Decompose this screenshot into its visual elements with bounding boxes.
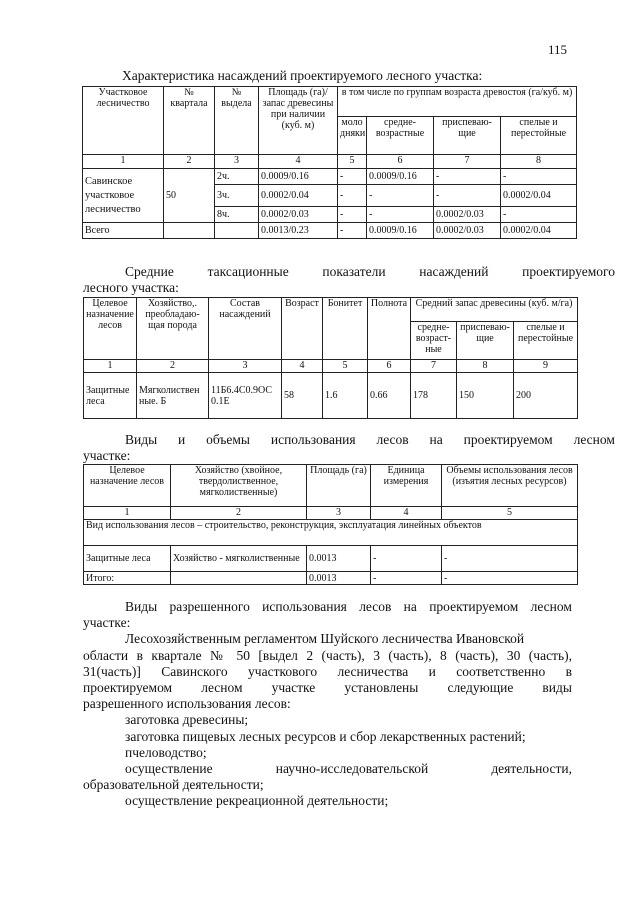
heading-word: Виды <box>125 432 158 447</box>
t1-middle: - <box>367 185 434 207</box>
t2-header-purpose: Целевое назначение лесов <box>84 298 137 360</box>
t3-header-volume: Объемы использования лесов (изъятия лесных ресурсов) <box>442 465 578 507</box>
list-item: осуществление рекреационной деятельности; <box>125 793 389 809</box>
text-word: следующие <box>447 680 514 696</box>
t1-colnum: 5 <box>338 155 367 169</box>
heading-word: и <box>178 432 186 447</box>
list-item: заготовка пищевых лесных ресурсов и сбор лекарственных растений; <box>125 728 526 744</box>
t1-header-kvartal: № квартала <box>164 87 215 155</box>
text-word: проектируемом <box>83 680 173 696</box>
t1-vydel: 3ч. <box>215 185 259 207</box>
t3-unit: - <box>371 546 442 572</box>
heading-word: проектируемого <box>522 264 615 279</box>
t2-colnum: 4 <box>282 360 323 373</box>
t1-kvartal: 50 <box>164 169 215 223</box>
t2-header-farm: Хозяйство,. преобладаю-щая порода <box>137 298 209 360</box>
t1-middle: 0.0009/0.16 <box>367 169 434 185</box>
t2-pre: 150 <box>457 373 514 419</box>
t2-colnum: 5 <box>323 360 368 373</box>
t1-pre: 0.0002/0.03 <box>434 207 501 223</box>
t1-header-age-groups: в том числе по группам возраста древостоя (га/куб. м) <box>338 87 577 117</box>
t2-colnum: 7 <box>411 360 457 373</box>
t2-header-middle: средне-возраст-ные <box>411 322 457 360</box>
t3-colnum: 1 <box>84 507 171 520</box>
t2-colnum: 3 <box>209 360 282 373</box>
text-word: проектируемом <box>429 599 519 614</box>
t1-area: 0.0002/0.03 <box>259 207 338 223</box>
heading-word: проектируемом <box>463 432 553 447</box>
t1-colnum: 1 <box>83 155 164 169</box>
table2-heading <box>83 264 615 296</box>
t1-colnum: 6 <box>367 155 434 169</box>
heading-word: использования <box>270 432 356 447</box>
table1 <box>82 86 577 239</box>
heading-word: таксационные <box>207 264 289 279</box>
t1-total-middle: 0.0009/0.16 <box>367 223 434 239</box>
list-item: заготовка древесины; <box>125 712 249 728</box>
t2-header-mature: спелые и перестойные <box>514 322 578 360</box>
body-text <box>83 599 572 810</box>
text-word: участке <box>271 680 316 696</box>
heading-word: объемы <box>206 432 250 447</box>
t2-farm: Мягколиствен ные. Б <box>137 373 209 419</box>
text-line: 31(часть)] Савинского участкового лесничества и соответственно в <box>83 663 572 679</box>
heading-line2: участке: <box>83 448 131 463</box>
text-word: разрешенного <box>169 599 250 614</box>
heading-word: показатели <box>322 264 386 279</box>
t2-colnum: 6 <box>368 360 411 373</box>
t3-colnum: 4 <box>371 507 442 520</box>
t2-purpose: Защитные леса <box>84 373 137 419</box>
t2-colnum: 2 <box>137 360 209 373</box>
table1-title: Характеристика насаждений проектируемого лесного участка: <box>122 68 483 83</box>
heading-line2: лесного участка: <box>83 280 179 295</box>
t2-middle: 178 <box>411 373 457 419</box>
text-word: осуществление <box>125 761 213 777</box>
table3-heading <box>83 432 615 464</box>
t1-total-mature: 0.0002/0.04 <box>501 223 577 239</box>
t1-area: 0.0009/0.16 <box>259 169 338 185</box>
t1-total-empty <box>215 223 259 239</box>
t1-header-mature: спелые и перестойные <box>501 117 577 155</box>
t1-young: - <box>338 185 367 207</box>
t2-header-stock: Средний запас древесины (куб. м/га) <box>411 298 578 322</box>
t3-area: 0.0013 <box>307 546 371 572</box>
t1-middle: - <box>367 207 434 223</box>
t1-header-middle: средне-возрастные <box>367 117 434 155</box>
t3-header-purpose: Целевое назначение лесов <box>84 465 171 507</box>
t1-total-young: - <box>338 223 367 239</box>
text-heading-line1 <box>83 599 572 615</box>
t2-colnum: 1 <box>84 360 137 373</box>
heading-word: лесов <box>376 432 409 447</box>
t3-header-unit: Единица измерения <box>371 465 442 507</box>
heading-word: лесном <box>573 432 615 447</box>
t2-mature: 200 <box>514 373 578 419</box>
text-word: лесном <box>530 599 572 614</box>
t3-colnum: 2 <box>171 507 307 520</box>
t1-vydel: 8ч. <box>215 207 259 223</box>
t3-total-volume: - <box>442 572 578 585</box>
text-line: разрешенного использования лесов: <box>83 696 291 712</box>
t2-header-pre: приспеваю-щие <box>457 322 514 360</box>
t1-pre: - <box>434 169 501 185</box>
t2-header-density: Полнота <box>368 298 411 360</box>
t1-mature: 0.0002/0.04 <box>501 185 577 207</box>
t1-young: - <box>338 207 367 223</box>
t3-header-farm: Хозяйство (хвойное, твердолиственное, мягколиственные) <box>171 465 307 507</box>
t3-farm: Хозяйство - мягколиственные <box>171 546 307 572</box>
t3-total-area: 0.0013 <box>307 572 371 585</box>
table3 <box>83 464 578 585</box>
text-word: лесов <box>359 599 392 614</box>
t3-total-label: Итого: <box>84 572 171 585</box>
t1-vydel: 2ч. <box>215 169 259 185</box>
text-line: Лесохозяйственным регламентом Шуйского лесничества Ивановской <box>125 631 525 647</box>
t3-total-unit: - <box>371 572 442 585</box>
t1-total-area: 0.0013/0.23 <box>259 223 338 239</box>
t2-age: 58 <box>282 373 323 419</box>
t3-volume: - <box>442 546 578 572</box>
t1-header-pre: приспеваю-щие <box>434 117 501 155</box>
text-line: области в квартале № 50 [выдел 2 (часть), 3 (часть), 8 (часть), 30 (часть), <box>83 647 572 663</box>
t3-use-type: Вид использования лесов – строительство, реконструкция, эксплуатация линейных объектов <box>84 520 578 546</box>
t3-total-empty <box>171 572 307 585</box>
heading-word: на <box>429 432 443 447</box>
text-word: лесном <box>201 680 243 696</box>
text-word: деятельности, <box>491 761 572 777</box>
t1-header-area: Площадь (га)/ запас древесины при наличии (куб. м) <box>259 87 338 155</box>
t3-colnum: 5 <box>442 507 578 520</box>
t1-young: - <box>338 169 367 185</box>
t1-mature: - <box>501 169 577 185</box>
text-word: использования <box>262 599 347 614</box>
t1-header-young: моло дняки <box>338 117 367 155</box>
text-word: научно-исследовательской <box>275 761 429 777</box>
t1-colnum: 8 <box>501 155 577 169</box>
table2 <box>83 297 578 419</box>
text-line <box>83 680 572 696</box>
t1-total-pre: 0.0002/0.03 <box>434 223 501 239</box>
t1-header-vydel: № выдела <box>215 87 259 155</box>
t1-total-label: Всего <box>83 223 164 239</box>
t1-total-empty <box>164 223 215 239</box>
t1-mature: - <box>501 207 577 223</box>
t2-header-age: Возраст <box>282 298 323 360</box>
text-word: виды <box>542 680 572 696</box>
t1-header-lesnichestvo: Участковое лесничество <box>83 87 164 155</box>
text-heading-line2: участке: <box>83 615 131 631</box>
t1-lesnichestvo: Савинское участковое лесничество <box>83 169 164 223</box>
t2-header-composition: Состав насаждений <box>209 298 282 360</box>
list-item: пчеловодство; <box>125 744 207 760</box>
text-word: Виды <box>125 599 158 614</box>
t2-density: 0.66 <box>368 373 411 419</box>
t2-composition: 11Б6.4С0.9ОС 0.1Е <box>209 373 282 419</box>
text-word: на <box>403 599 417 614</box>
t2-colnum: 9 <box>514 360 578 373</box>
text-word: установлены <box>344 680 419 696</box>
t1-colnum: 2 <box>164 155 215 169</box>
t3-colnum: 3 <box>307 507 371 520</box>
t2-bonitet: 1.6 <box>323 373 368 419</box>
t2-colnum: 8 <box>457 360 514 373</box>
t3-purpose: Защитные леса <box>84 546 171 572</box>
heading-word: насаждений <box>419 264 489 279</box>
t2-header-bonitet: Бонитет <box>323 298 368 360</box>
heading-word: Средние <box>125 264 174 279</box>
t1-pre: - <box>434 185 501 207</box>
page-number: 115 <box>548 42 568 57</box>
t1-colnum: 7 <box>434 155 501 169</box>
t3-header-area: Площадь (га) <box>307 465 371 507</box>
list-item <box>83 761 572 777</box>
t1-colnum: 4 <box>259 155 338 169</box>
t1-area: 0.0002/0.04 <box>259 185 338 207</box>
t1-colnum: 3 <box>215 155 259 169</box>
list-item-continuation: образовательной деятельности; <box>83 777 264 793</box>
